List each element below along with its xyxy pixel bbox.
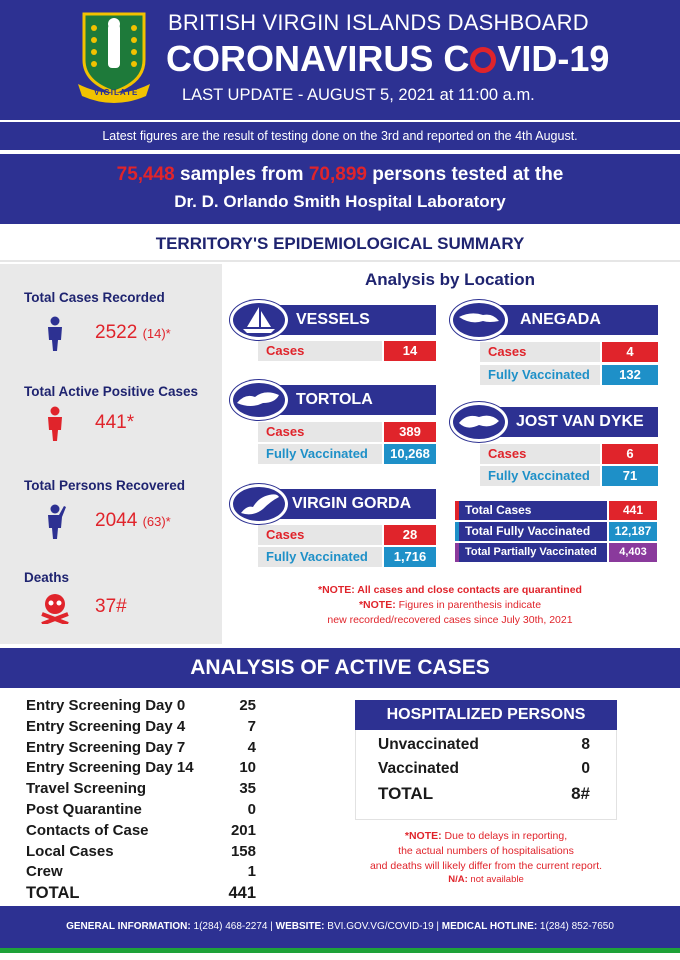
hospital-note-line3: and deaths will likely differ from the current report. bbox=[369, 860, 603, 872]
active-case-row bbox=[26, 696, 256, 716]
anegada-island-icon bbox=[450, 300, 508, 340]
footer-hotline-label: MEDICAL HOTLINE: bbox=[441, 921, 538, 932]
parenthesis-note-text: Figures in parenthesis indicate bbox=[395, 599, 542, 611]
virus-o-icon bbox=[470, 47, 496, 73]
gorda-vacc-label: Fully Vaccinated bbox=[258, 547, 382, 567]
hosp-total-value: 8# bbox=[571, 784, 590, 803]
parenthesis-note-tag: *NOTE: bbox=[358, 599, 396, 611]
tortola-vacc-value: 10,268 bbox=[384, 444, 436, 464]
gorda-vacc-row bbox=[258, 547, 436, 567]
deaths-label: Deaths bbox=[24, 570, 70, 585]
anegada-vacc-label: Fully Vaccinated bbox=[480, 365, 600, 385]
active-case-label: TOTAL bbox=[26, 884, 80, 903]
anegada-cases-label: Cases bbox=[480, 342, 600, 362]
active-case-label: Post Quarantine bbox=[26, 801, 142, 818]
jost-vacc-label: Fully Vaccinated bbox=[480, 466, 600, 486]
active-case-row bbox=[26, 883, 256, 903]
active-case-value: 201 bbox=[230, 821, 256, 839]
quarantine-note: *NOTE: All cases and close contacts are quarantined bbox=[318, 584, 582, 596]
active-case-label: Entry Screening Day 4 bbox=[26, 717, 186, 735]
summary-title: TERRITORY'S EPIDEMIOLOGICAL SUMMARY bbox=[0, 226, 680, 262]
dashboard-header bbox=[0, 0, 680, 120]
active-cases-title: ANALYSIS OF ACTIVE CASES bbox=[0, 648, 680, 688]
crest-motto: VIGILATE bbox=[94, 88, 139, 97]
samples-text: samples from bbox=[174, 164, 309, 185]
total-cases-row bbox=[455, 501, 657, 520]
active-case-value: 7 bbox=[247, 717, 256, 735]
jost-vacc-row bbox=[480, 466, 658, 486]
gorda-cases-label: Cases bbox=[258, 525, 382, 545]
hosp-vacc-value: 0 bbox=[581, 760, 590, 777]
recovered-value bbox=[95, 510, 171, 532]
active-case-row bbox=[26, 800, 256, 820]
header-coronavirus-text: CORONAVIRUS C bbox=[166, 38, 470, 79]
vessels-cases-value: 14 bbox=[384, 341, 436, 361]
active-case-value: 1 bbox=[247, 863, 256, 881]
deaths-value: 37# bbox=[95, 596, 127, 617]
footer-general-label: GENERAL INFORMATION: bbox=[66, 921, 191, 932]
total-cases-label: Total Cases Recorded bbox=[24, 290, 165, 305]
footer-website-link[interactable]: BVI.GOV.VG/COVID-19 | bbox=[324, 921, 442, 932]
active-case-value: 0 bbox=[247, 801, 256, 818]
active-case-label: Travel Screening bbox=[26, 780, 147, 798]
hosp-unvacc-row bbox=[378, 734, 590, 756]
vessels-cases-label: Cases bbox=[258, 341, 382, 361]
stats-panel bbox=[0, 264, 222, 644]
recovered-number: 2044 bbox=[95, 510, 138, 531]
active-case-label: Contacts of Case bbox=[26, 821, 149, 839]
active-case-value: 25 bbox=[239, 697, 256, 714]
since-date-note: new recorded/recovered cases since July 30th, 2021 bbox=[327, 614, 573, 626]
active-case-value: 158 bbox=[230, 842, 256, 860]
hosp-unvacc-label: Unvaccinated bbox=[378, 736, 479, 753]
total-cases-value bbox=[95, 322, 171, 344]
gorda-cases-row bbox=[258, 525, 436, 545]
anegada-vacc-row bbox=[480, 365, 658, 385]
anegada-cases-value: 4 bbox=[602, 342, 658, 362]
active-case-label: Local Cases bbox=[26, 842, 114, 860]
hosp-vacc-row bbox=[378, 758, 590, 780]
total-cases-number: 2522 bbox=[95, 322, 138, 343]
active-case-label: Crew bbox=[26, 863, 63, 881]
tortola-vacc-label: Fully Vaccinated bbox=[258, 444, 382, 464]
jost-cases-value: 6 bbox=[602, 444, 658, 464]
footer-hotline-phone: 1(284) 852-7650 bbox=[537, 921, 614, 932]
vessels-title: VESSELS bbox=[262, 305, 436, 335]
active-case-row bbox=[26, 717, 256, 737]
footer-website-label: WEBSITE: bbox=[275, 921, 325, 932]
vessels-cases-row bbox=[258, 341, 436, 361]
bvi-crest-icon bbox=[74, 10, 154, 106]
boat-icon bbox=[230, 300, 288, 340]
hosp-vacc-label: Vaccinated bbox=[378, 760, 459, 777]
gorda-island-icon bbox=[230, 484, 288, 524]
skull-icon bbox=[40, 592, 70, 624]
active-case-value: 10 bbox=[239, 759, 256, 777]
footer-contact-bar bbox=[0, 906, 680, 948]
update-note: Latest figures are the result of testing done on the 3rd and reported on the 4th August. bbox=[0, 120, 680, 150]
total-cases-row-label: Total Cases bbox=[455, 501, 607, 520]
anegada-title: ANEGADA bbox=[484, 305, 658, 335]
tortola-cases-value: 389 bbox=[384, 422, 436, 442]
hosp-unvacc-value: 8 bbox=[581, 736, 590, 753]
anegada-vacc-value: 132 bbox=[602, 365, 658, 385]
lab-name: Dr. D. Orlando Smith Hospital Laboratory bbox=[174, 192, 506, 211]
tortola-vacc-row bbox=[258, 444, 436, 464]
parenthesis-note bbox=[290, 599, 610, 611]
na-note bbox=[355, 874, 617, 885]
recovered-person-icon bbox=[44, 504, 66, 540]
gorda-title: VIRGIN GORDA bbox=[262, 489, 436, 519]
person-icon bbox=[44, 316, 66, 352]
active-case-value: 4 bbox=[247, 738, 256, 756]
tortola-island-icon bbox=[230, 380, 288, 420]
header-covid-text: VID-19 bbox=[497, 38, 610, 79]
header-last-update: LAST UPDATE - AUGUST 5, 2021 at 11:00 a.m. bbox=[182, 86, 535, 104]
active-case-row bbox=[26, 758, 256, 778]
total-cases-new: (14)* bbox=[142, 326, 171, 341]
samples-banner bbox=[0, 152, 680, 224]
active-case-label: Entry Screening Day 14 bbox=[26, 759, 194, 777]
location-title: Analysis by Location bbox=[364, 270, 536, 289]
samples-count: 75,448 bbox=[116, 164, 175, 185]
total-partial-row-value: 4,403 bbox=[609, 543, 657, 562]
anegada-cases-row bbox=[480, 342, 658, 362]
jost-title: JOST VAN DYKE bbox=[484, 407, 658, 437]
hospital-note-text1: Due to delays in reporting, bbox=[441, 830, 568, 842]
jost-vacc-value: 71 bbox=[602, 466, 658, 486]
hosp-total-row bbox=[378, 783, 590, 805]
active-case-value: 35 bbox=[239, 780, 256, 798]
tortola-cases-row bbox=[258, 422, 436, 442]
hospital-note-line1 bbox=[355, 830, 617, 842]
hospitalized-title: HOSPITALIZED PERSONS bbox=[355, 700, 617, 730]
total-partial-row bbox=[455, 543, 657, 562]
sick-person-icon bbox=[44, 406, 66, 442]
gorda-vacc-value: 1,716 bbox=[384, 547, 436, 567]
total-vacc-row-label: Total Fully Vaccinated bbox=[455, 522, 607, 541]
footer-green-strip bbox=[0, 948, 680, 960]
active-case-value: 441 bbox=[228, 884, 256, 903]
active-cases-value: 441* bbox=[95, 412, 135, 433]
jost-cases-label: Cases bbox=[480, 444, 600, 464]
hosp-total-label: TOTAL bbox=[378, 784, 434, 803]
tortola-cases-label: Cases bbox=[258, 422, 382, 442]
active-case-row bbox=[26, 821, 256, 841]
active-case-row bbox=[26, 738, 256, 758]
active-case-label: Entry Screening Day 0 bbox=[26, 697, 186, 714]
active-case-row bbox=[26, 842, 256, 862]
gorda-cases-value: 28 bbox=[384, 525, 436, 545]
tortola-title: TORTOLA bbox=[262, 385, 436, 415]
footer-general-phone: 1(284) 468-2274 | bbox=[190, 921, 276, 932]
header-title-line2 bbox=[166, 38, 609, 80]
total-cases-row-value: 441 bbox=[609, 501, 657, 520]
header-title-line1: BRITISH VIRGIN ISLANDS DASHBOARD bbox=[168, 10, 589, 35]
samples-line bbox=[0, 164, 680, 186]
active-case-row bbox=[26, 779, 256, 799]
na-note-text: not available bbox=[467, 874, 524, 885]
jost-cases-row bbox=[480, 444, 658, 464]
persons-count: 70,899 bbox=[308, 164, 367, 185]
persons-text: persons tested at the bbox=[366, 164, 564, 185]
active-case-row bbox=[26, 862, 256, 882]
hospital-note-tag: *NOTE: bbox=[404, 830, 442, 842]
total-vacc-row-value: 12,187 bbox=[609, 522, 657, 541]
active-case-label: Entry Screening Day 7 bbox=[26, 738, 186, 756]
hospital-note-line2: the actual numbers of hospitalisations bbox=[398, 845, 574, 857]
total-vacc-row bbox=[455, 522, 657, 541]
jost-island-icon bbox=[450, 402, 508, 442]
na-note-tag: N/A: bbox=[448, 874, 468, 885]
active-cases-label: Total Active Positive Cases bbox=[24, 384, 199, 399]
recovered-new: (63)* bbox=[142, 514, 171, 529]
recovered-label: Total Persons Recovered bbox=[24, 478, 186, 493]
total-partial-row-label: Total Partially Vaccinated bbox=[455, 543, 607, 562]
